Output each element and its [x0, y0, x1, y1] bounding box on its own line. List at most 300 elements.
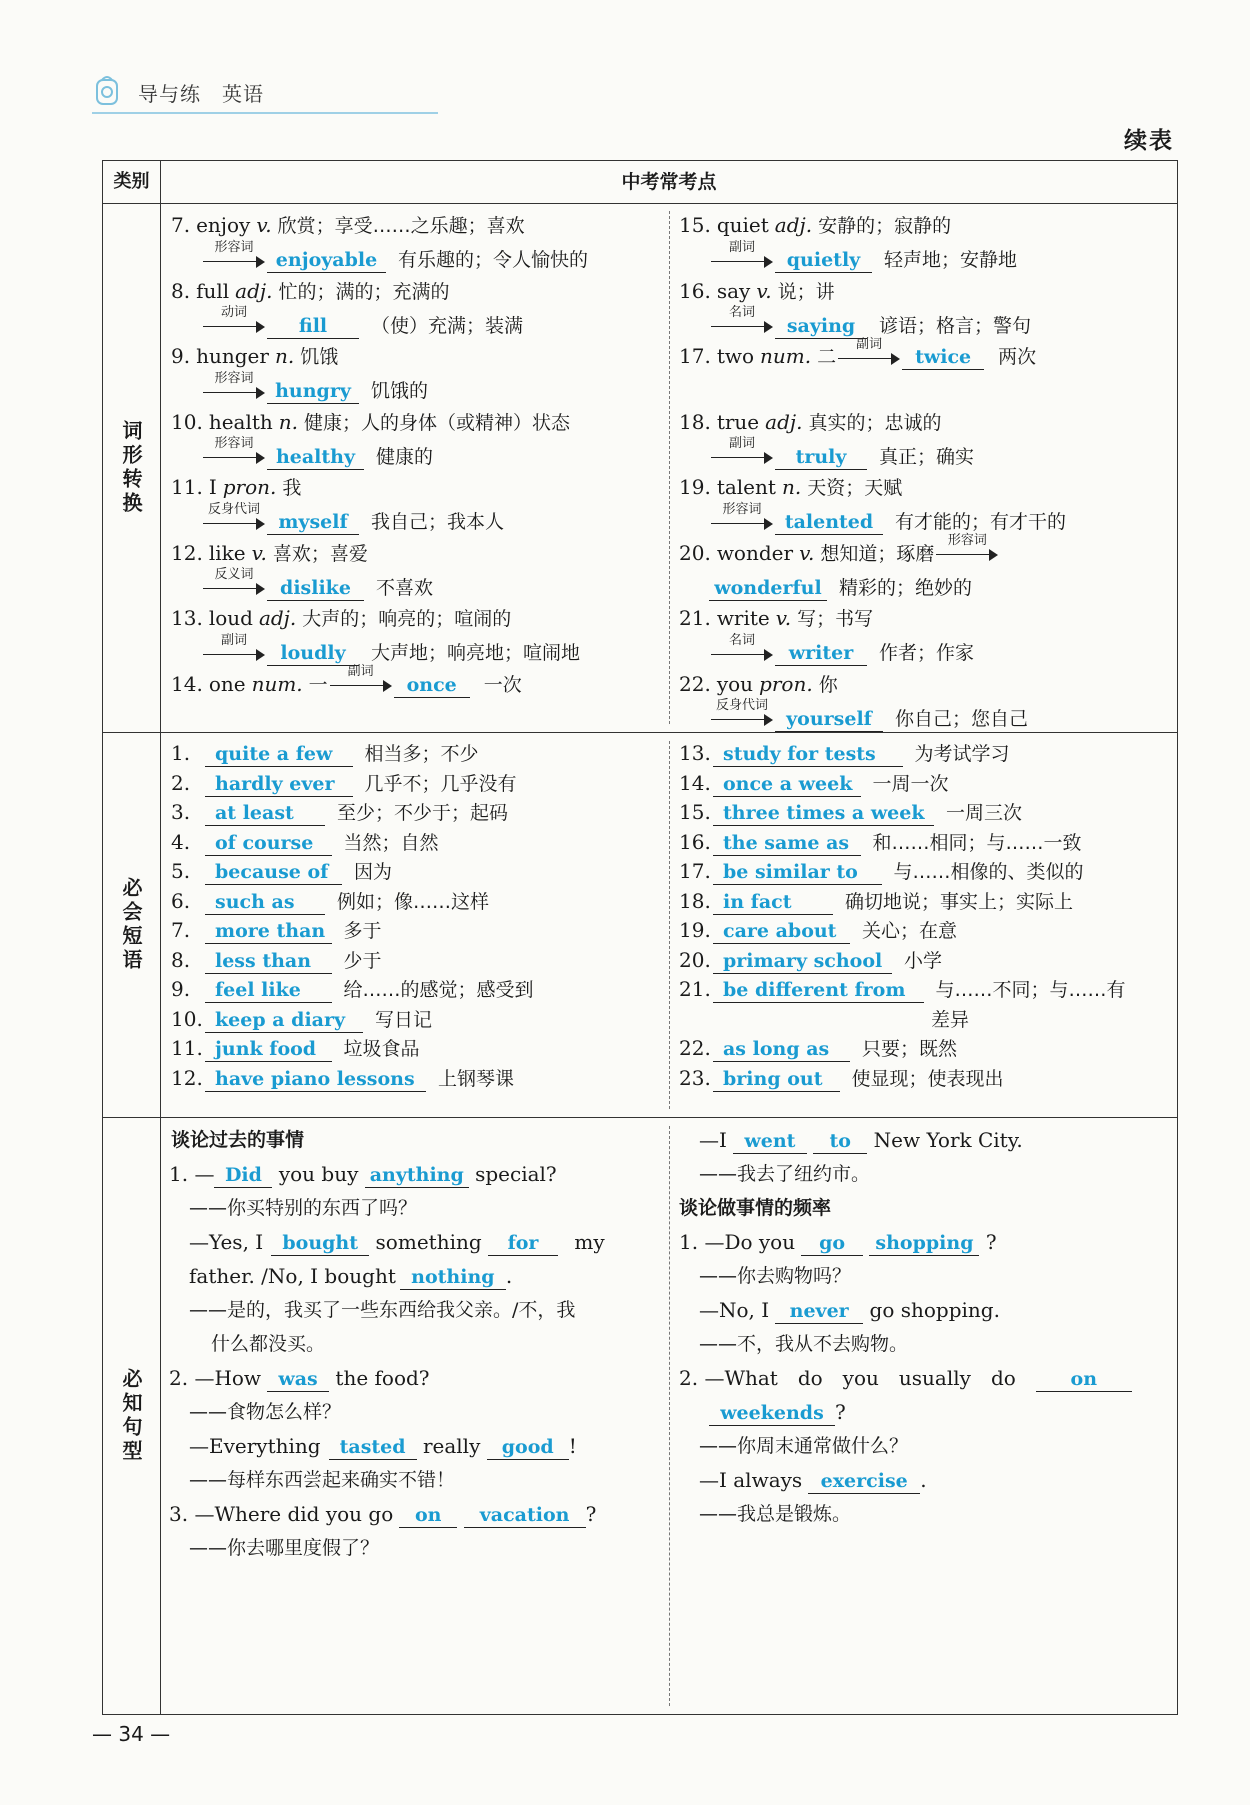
arrow-icon — [203, 567, 265, 599]
answer-blank: primary school — [713, 949, 892, 974]
answer-blank: be similar to — [713, 860, 882, 885]
translation: ——你周末通常做什么？ — [699, 1435, 909, 1457]
item-number: 14. — [171, 671, 203, 696]
meaning: 欣赏；享受……之乐趣；喜欢 — [277, 215, 525, 237]
phrase-item — [171, 887, 489, 916]
derived-line — [201, 239, 589, 274]
derived-line — [709, 436, 975, 471]
item-number: 16. — [679, 829, 711, 854]
answer-blank: as long as — [713, 1037, 850, 1062]
item-number: 13. — [679, 741, 711, 765]
arrow-icon — [203, 501, 265, 534]
meaning: 安静的；寂静的 — [818, 215, 952, 237]
arrow-icon — [838, 336, 900, 369]
headword: enjoy — [196, 213, 251, 237]
phrase-meaning: 为考试学习 — [914, 743, 1010, 765]
arrow-label: 形容词 — [214, 436, 254, 451]
answer-blank: less than — [205, 949, 332, 974]
header-rule — [92, 112, 438, 114]
derived-meaning: 有乐趣的；令人愉快的 — [398, 249, 589, 271]
answer-blank: to — [813, 1129, 867, 1154]
phrase-meaning: 与……不同；与……有 — [935, 979, 1126, 1001]
phrase-meaning: 给……的感觉；感受到 — [343, 979, 534, 1001]
item-number: 21. — [679, 977, 711, 1001]
part-of-speech: v. — [756, 278, 772, 303]
column-divider — [669, 211, 670, 724]
answer-blank: the same as — [713, 831, 861, 856]
phrase-meaning: 差异 — [931, 1008, 970, 1031]
book-bag-logo-icon — [92, 74, 122, 108]
item-number: 19. — [679, 918, 711, 942]
phrase-item — [171, 916, 382, 945]
answer-blank: was — [267, 1367, 329, 1392]
phrase-meaning: 几乎不；几乎没有 — [364, 772, 517, 795]
sentence-line: —Yes, I bought something for my — [189, 1230, 605, 1254]
translation: ——每样东西尝起来确实不错！ — [189, 1469, 456, 1491]
arrow-icon — [203, 370, 265, 403]
answer-blank: Did — [214, 1163, 272, 1188]
part-of-speech: adj. — [774, 213, 813, 237]
item-number: 8. — [171, 947, 191, 972]
category-cell: 必知句型 — [103, 1118, 161, 1714]
phrase-meaning: 垃圾食品 — [343, 1038, 420, 1060]
section-word-forms — [103, 203, 1177, 733]
arrow-icon — [711, 501, 773, 534]
derived-meaning: 不喜欢 — [376, 576, 434, 599]
derived-line — [709, 632, 975, 667]
answer-blank: tasted — [329, 1435, 417, 1460]
part-of-speech: pron. — [222, 475, 277, 499]
arrow-label: 形容词 — [947, 533, 987, 548]
sentence-line: —I always exercise . — [699, 1468, 927, 1492]
answer-blank: three times a week — [713, 801, 934, 826]
answer-blank: hungry — [267, 379, 359, 404]
meaning: 想知道；琢磨 — [820, 542, 935, 565]
translation: ——你买特别的东西了吗？ — [189, 1197, 418, 1219]
translation: ——我总是锻炼。 — [699, 1503, 852, 1525]
headword: write — [716, 606, 770, 630]
meaning: 说；讲 — [777, 280, 835, 303]
headword: one — [208, 671, 246, 696]
arrow-icon — [203, 305, 265, 337]
part-of-speech: v. — [799, 540, 815, 565]
header-title: 导与练 英语 — [138, 82, 264, 106]
item-number: 10. — [171, 409, 203, 434]
part-of-speech: v. — [775, 606, 792, 630]
part-of-speech: adj. — [258, 606, 297, 630]
phrase-item — [679, 887, 1073, 916]
word-item — [679, 604, 873, 633]
answer-blank: on — [1036, 1367, 1132, 1392]
phrase-meaning: 关心；在意 — [862, 920, 958, 942]
item-number: 20. — [679, 947, 711, 972]
item-number: 16. — [679, 278, 711, 303]
derived-line — [201, 501, 505, 536]
answer-blank: anything — [365, 1163, 469, 1188]
part-of-speech: adj. — [235, 278, 273, 303]
phrase-item — [679, 916, 957, 945]
headword: I — [208, 475, 217, 499]
part-of-speech: n. — [274, 344, 295, 368]
sentence-line: —No, I never go shopping. — [699, 1298, 1000, 1322]
phrase-item — [679, 739, 1010, 768]
answer-blank: truly — [775, 445, 867, 470]
arrow-label: 形容词 — [722, 501, 762, 517]
phrase-item — [679, 828, 1082, 857]
meaning: 一 — [308, 673, 328, 696]
arrow-icon — [711, 239, 773, 272]
answer-blank: hardly ever — [205, 772, 353, 797]
page-header — [92, 72, 438, 114]
headword: true — [716, 409, 760, 434]
item-number: 2. — [171, 770, 191, 795]
part-of-speech: num. — [251, 671, 303, 696]
answer-blank: junk food — [205, 1037, 332, 1062]
answer-blank: such as — [205, 890, 325, 915]
phrase-item — [171, 1005, 432, 1034]
phrase-meaning: 一周三次 — [946, 802, 1023, 824]
derived-meaning: 有才能的；有才干的 — [895, 511, 1067, 533]
answer-blank: keep a diary — [205, 1008, 363, 1033]
heading-frequency: 谈论做事情的频率 — [679, 1197, 832, 1219]
answer-blank: fill — [267, 314, 359, 339]
answer-blank: go — [801, 1231, 863, 1256]
column-divider — [669, 1126, 670, 1706]
meaning: 你 — [818, 673, 838, 696]
meaning: 写；书写 — [797, 608, 874, 630]
headword: you — [716, 671, 754, 696]
points-header: 中考常考点 — [621, 171, 717, 193]
arrow-label: 副词 — [347, 664, 374, 679]
word-forms-right — [679, 203, 1169, 732]
translation: ——是的，我买了一些东西给我父亲。/不，我 — [189, 1299, 576, 1321]
meaning: 真实的；忠诚的 — [808, 411, 942, 434]
phrase-meaning: 多于 — [343, 920, 382, 942]
phrase-meaning: 与……相像的、类似的 — [893, 861, 1084, 883]
word-item — [171, 539, 368, 568]
phrase-meaning: 例如；像……这样 — [337, 890, 490, 913]
translation: ——不，我从不去购物。 — [699, 1333, 909, 1355]
category-header: 类别 — [103, 161, 161, 203]
item-number: 23. — [679, 1065, 711, 1090]
derived-line — [709, 573, 972, 602]
derived-meaning: 真正；确实 — [879, 445, 975, 468]
item-number: 7. — [171, 213, 191, 237]
sentence-line: weekends ? — [709, 1398, 846, 1426]
derived-line — [709, 698, 1029, 733]
item-number: 4. — [171, 829, 191, 854]
phrase-meaning: 至少；不少于；起码 — [337, 802, 509, 824]
headword: quiet — [716, 213, 769, 237]
item-number: 21. — [679, 606, 711, 630]
phrase-meaning: 和……相同；与……一致 — [872, 831, 1082, 854]
phrase-item — [171, 857, 392, 886]
answer-blank: be different from — [713, 978, 924, 1003]
phrase-item — [931, 1005, 969, 1034]
arrow-label: 反身代词 — [207, 501, 260, 517]
answer-blank: of course — [205, 831, 332, 856]
answer-blank: quite a few — [205, 742, 353, 767]
answer-blank: shopping — [869, 1231, 979, 1256]
phrase-item — [171, 1064, 514, 1093]
derived-line — [201, 370, 429, 405]
phrase-meaning: 当然；自然 — [343, 831, 439, 854]
part-of-speech: v. — [251, 540, 267, 565]
meaning: 忙的；满的；充满的 — [278, 280, 450, 303]
item-number: 8. — [171, 278, 191, 303]
sentence-line: 2. —How was the food? — [169, 1366, 430, 1390]
item-number: 11. — [171, 475, 203, 499]
sentence-line: 1. —Do you go shopping ? — [679, 1230, 997, 1254]
item-number: 19. — [679, 475, 711, 499]
answer-blank: saying — [775, 314, 867, 339]
phrase-meaning: 写日记 — [375, 1008, 433, 1031]
answer-blank: for — [488, 1231, 558, 1256]
item-number: 22. — [679, 1036, 711, 1060]
answer-blank: went — [733, 1129, 807, 1154]
arrow-label: 反身代词 — [715, 698, 768, 713]
phrase-item — [679, 857, 1084, 886]
derived-line — [201, 567, 434, 602]
answer-blank: exercise — [808, 1469, 920, 1494]
headword: two — [716, 344, 755, 368]
translation: ——食物怎么样？ — [189, 1401, 342, 1423]
answer-blank: bought — [271, 1231, 369, 1256]
item-number: 9. — [171, 977, 191, 1001]
answer-blank: wonderful — [709, 576, 827, 601]
sentence-line: —Everything tasted really good ! — [189, 1434, 577, 1458]
table-header — [103, 161, 1177, 204]
item-number: 3. — [171, 800, 191, 824]
arrow-label: 副词 — [220, 632, 247, 648]
phrase-item — [171, 828, 439, 857]
phrase-meaning: 使显现；使表现出 — [851, 1067, 1004, 1090]
headword: talent — [716, 475, 776, 499]
answer-blank: writer — [775, 641, 867, 666]
item-number: 15. — [679, 213, 711, 237]
word-forms-left — [171, 203, 661, 732]
section-phrases — [103, 733, 1177, 1118]
translation: ——你去哪里度假了？ — [189, 1537, 380, 1559]
arrow-label: 副词 — [856, 336, 883, 352]
phrase-item — [679, 1034, 957, 1063]
word-item — [679, 336, 1037, 371]
arrow-label: 副词 — [728, 239, 755, 255]
arrow-icon — [711, 632, 773, 665]
headword: hunger — [196, 344, 269, 368]
answer-blank: because of — [205, 860, 342, 885]
sentences-left — [171, 1118, 661, 1714]
derived-meaning: 你自己；您自己 — [895, 707, 1029, 730]
arrow-label: 副词 — [728, 436, 755, 451]
item-number: 20. — [679, 540, 711, 565]
answer-blank: good — [487, 1435, 569, 1460]
answer-blank: at least — [205, 801, 325, 826]
part-of-speech: n. — [278, 409, 299, 434]
derived-meaning: 我自己；我本人 — [371, 511, 505, 533]
item-number: 1. — [171, 741, 191, 765]
meaning: 大声的；响亮的；喧闹的 — [302, 608, 512, 630]
phrase-item — [679, 1064, 1004, 1093]
answer-blank: never — [775, 1299, 863, 1324]
answer-blank: once — [394, 673, 470, 698]
derived-line — [201, 436, 434, 471]
headword: full — [196, 278, 230, 303]
arrow-icon — [711, 305, 773, 337]
item-number: 5. — [171, 859, 191, 883]
item-number: 18. — [679, 888, 711, 913]
translation: 什么都没买。 — [211, 1333, 326, 1355]
item-number: 13. — [171, 606, 203, 630]
headword: loud — [208, 606, 253, 630]
translation: ——我去了纽约市。 — [699, 1163, 871, 1185]
arrow-icon — [203, 239, 265, 272]
answer-blank: enjoyable — [267, 248, 386, 273]
derived-meaning: 谚语；格言；警句 — [879, 314, 1032, 337]
arrow-label: 反义词 — [214, 567, 254, 582]
item-number: 6. — [171, 888, 191, 913]
phrase-item — [171, 769, 517, 798]
phrase-meaning: 小学 — [904, 949, 943, 972]
word-item — [679, 533, 1000, 568]
derived-line — [709, 239, 1018, 274]
phrase-item — [171, 946, 382, 975]
arrow-icon — [711, 436, 773, 468]
arrow-icon — [330, 664, 392, 696]
phrase-meaning: 相当多；不少 — [364, 743, 479, 765]
phrase-item — [171, 798, 508, 827]
answer-blank: nothing — [400, 1265, 506, 1290]
headword: like — [208, 540, 246, 565]
item-number: 17. — [679, 344, 711, 368]
item-number: 10. — [171, 1006, 203, 1031]
derived-meaning: 两次 — [998, 346, 1037, 368]
phrase-meaning: 因为 — [354, 861, 393, 883]
answer-blank: bring out — [713, 1067, 840, 1092]
derived-meaning: 精彩的；绝妙的 — [839, 576, 973, 599]
answer-blank: feel like — [205, 978, 332, 1003]
section-sentence-patterns — [103, 1118, 1177, 1714]
item-number: 18. — [679, 409, 711, 434]
arrow-label: 形容词 — [214, 239, 254, 255]
phrases-left — [171, 733, 661, 1117]
item-number: 11. — [171, 1036, 203, 1060]
phrase-meaning: 只要；既然 — [862, 1038, 958, 1060]
meaning: 天资；天赋 — [807, 477, 903, 499]
answer-blank: weekends — [709, 1401, 835, 1426]
answer-blank: have piano lessons — [205, 1067, 426, 1092]
meaning: 我 — [282, 477, 302, 499]
answer-blank: quietly — [775, 248, 872, 273]
column-divider — [669, 741, 670, 1109]
item-number: 14. — [679, 770, 711, 795]
sentence-line: 1. — Did you buy anything special? — [169, 1162, 557, 1186]
answer-blank: myself — [267, 510, 359, 535]
answer-blank: loudly — [267, 641, 359, 666]
derived-meaning: 大声地；响亮地；喧闹地 — [371, 642, 581, 664]
answer-blank: yourself — [775, 707, 883, 732]
sentence-line: father. /No, I bought nothing . — [189, 1264, 513, 1288]
phrase-meaning: 少于 — [343, 949, 382, 972]
item-number: 7. — [171, 918, 191, 942]
phrase-item — [679, 769, 949, 798]
item-number: 12. — [171, 1065, 203, 1090]
phrase-meaning: 确切地说；事实上；实际上 — [845, 890, 1074, 913]
part-of-speech: n. — [781, 475, 802, 499]
meaning: 喜欢；喜爱 — [272, 542, 368, 565]
translation: ——你去购物吗？ — [699, 1265, 852, 1287]
exam-points-table — [102, 160, 1178, 1715]
part-of-speech: v. — [256, 213, 272, 237]
item-number: 12. — [171, 540, 203, 565]
phrase-item — [171, 739, 479, 768]
meaning: 健康；人的身体（或精神）状态 — [304, 411, 571, 434]
answer-blank: vacation — [464, 1503, 586, 1528]
answer-blank: dislike — [267, 576, 364, 601]
sentence-line: 2. —What do you usually do on — [679, 1364, 1132, 1392]
phrase-item — [679, 975, 1126, 1004]
phrase-item — [679, 946, 942, 975]
derived-meaning: 一次 — [483, 673, 522, 696]
item-number: 17. — [679, 859, 711, 883]
arrow-icon — [711, 698, 773, 730]
arrow-label: 名词 — [728, 632, 755, 648]
phrase-item — [171, 1034, 420, 1063]
answer-blank: in fact — [713, 890, 833, 915]
part-of-speech: num. — [760, 344, 812, 368]
phrase-item — [171, 975, 534, 1004]
part-of-speech: adj. — [765, 409, 803, 434]
answer-blank: healthy — [267, 445, 364, 470]
phrase-item — [679, 798, 1022, 827]
arrow-icon — [203, 632, 265, 665]
meaning: 二 — [817, 346, 837, 368]
answer-blank: twice — [902, 345, 984, 370]
derived-meaning: 作者；作家 — [879, 642, 975, 664]
category-cell: 词形转换 — [103, 203, 161, 732]
headword: health — [208, 409, 273, 434]
heading-past-events: 谈论过去的事情 — [171, 1129, 305, 1151]
part-of-speech: pron. — [759, 671, 813, 696]
arrow-label: 名词 — [728, 305, 755, 320]
arrow-icon — [936, 533, 998, 565]
item-number: 15. — [679, 800, 711, 824]
sentence-line: —I went to New York City. — [699, 1128, 1023, 1152]
phrases-right — [679, 733, 1169, 1117]
answer-blank: on — [399, 1503, 457, 1528]
derived-line — [201, 305, 524, 340]
answer-blank: more than — [205, 919, 332, 944]
answer-blank: once a week — [713, 772, 861, 797]
derived-line — [709, 501, 1067, 536]
answer-blank: care about — [713, 919, 850, 944]
derived-meaning: （使）充满；装满 — [371, 314, 524, 337]
item-number: 22. — [679, 671, 711, 696]
phrase-meaning: 一周一次 — [872, 772, 949, 795]
sentence-line: 3. —Where did you go on vacation ? — [169, 1502, 597, 1526]
meaning: 饥饿 — [300, 346, 339, 368]
continued-label: 续表 — [1124, 128, 1174, 154]
arrow-icon — [203, 436, 265, 468]
word-item — [171, 664, 522, 699]
derived-meaning: 饥饿的 — [371, 380, 429, 402]
arrow-label: 形容词 — [214, 370, 254, 386]
phrase-meaning: 上钢琴课 — [438, 1067, 515, 1090]
derived-meaning: 健康的 — [376, 445, 434, 468]
arrow-label: 动词 — [220, 305, 247, 320]
answer-blank: talented — [775, 510, 883, 535]
answer-blank: study for tests — [713, 742, 903, 767]
